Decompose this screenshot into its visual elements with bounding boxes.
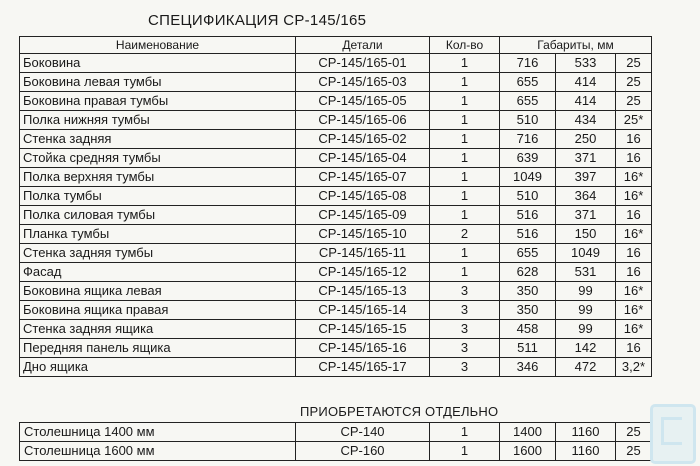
- qty-cell: 3: [430, 282, 500, 301]
- table-row: [20, 263, 652, 282]
- width-cell: 434: [556, 111, 616, 130]
- part-cell: СР-145/165-01: [296, 54, 430, 73]
- table-row: [20, 339, 652, 358]
- width-cell: 1049: [556, 244, 616, 263]
- width-cell: 250: [556, 130, 616, 149]
- table-row: [20, 442, 652, 461]
- table-row: [20, 301, 652, 320]
- thickness-cell: 25: [616, 442, 652, 461]
- length-cell: 716: [500, 130, 556, 149]
- qty-cell: 3: [430, 320, 500, 339]
- name-cell: Передняя панель ящика: [20, 339, 296, 358]
- part-cell: СР-145/165-13: [296, 282, 430, 301]
- length-cell: 516: [500, 206, 556, 225]
- part-cell: СР-145/165-06: [296, 111, 430, 130]
- qty-cell: 1: [430, 73, 500, 92]
- qty-cell: 1: [430, 423, 500, 442]
- name-cell: Стенка задняя ящика: [20, 320, 296, 339]
- length-cell: 639: [500, 149, 556, 168]
- qty-cell: 3: [430, 301, 500, 320]
- name-cell: Полка нижняя тумбы: [20, 111, 296, 130]
- part-cell: СР-145/165-16: [296, 339, 430, 358]
- length-cell: 510: [500, 187, 556, 206]
- length-cell: 350: [500, 282, 556, 301]
- name-cell: Столешница 1400 мм: [20, 423, 296, 442]
- thickness-cell: 16*: [616, 282, 652, 301]
- qty-cell: 3: [430, 358, 500, 377]
- table-row: [20, 149, 652, 168]
- part-cell: СР-145/165-03: [296, 73, 430, 92]
- thickness-cell: 25*: [616, 111, 652, 130]
- specification-body: [20, 54, 652, 377]
- part-cell: СР-145/165-05: [296, 92, 430, 111]
- header-dims: Габариты, мм: [500, 37, 652, 54]
- table-row: [20, 358, 652, 377]
- width-cell: 99: [556, 301, 616, 320]
- table-row: [20, 206, 652, 225]
- length-cell: 1400: [500, 423, 556, 442]
- specification-table: [19, 36, 652, 377]
- table-row: [20, 111, 652, 130]
- qty-cell: 1: [430, 149, 500, 168]
- page-title: СПЕЦИФИКАЦИЯ СР-145/165: [148, 12, 367, 29]
- thickness-cell: 25: [616, 92, 652, 111]
- extra-table: [19, 422, 652, 461]
- qty-cell: 1: [430, 442, 500, 461]
- width-cell: 472: [556, 358, 616, 377]
- thickness-cell: 16: [616, 130, 652, 149]
- name-cell: Боковина ящика левая: [20, 282, 296, 301]
- name-cell: Стойка средняя тумбы: [20, 149, 296, 168]
- name-cell: Боковина левая тумбы: [20, 73, 296, 92]
- thickness-cell: 25: [616, 423, 652, 442]
- table-row: [20, 187, 652, 206]
- width-cell: 414: [556, 73, 616, 92]
- length-cell: 516: [500, 225, 556, 244]
- length-cell: 350: [500, 301, 556, 320]
- qty-cell: 1: [430, 168, 500, 187]
- name-cell: Дно ящика: [20, 358, 296, 377]
- width-cell: 531: [556, 263, 616, 282]
- table-row: [20, 282, 652, 301]
- length-cell: 655: [500, 73, 556, 92]
- table-row: [20, 320, 652, 339]
- qty-cell: 1: [430, 187, 500, 206]
- part-cell: СР-145/165-15: [296, 320, 430, 339]
- qty-cell: 3: [430, 339, 500, 358]
- part-cell: СР-145/165-17: [296, 358, 430, 377]
- width-cell: 414: [556, 92, 616, 111]
- thickness-cell: 16: [616, 263, 652, 282]
- qty-cell: 1: [430, 111, 500, 130]
- table-row: [20, 168, 652, 187]
- qty-cell: 2: [430, 225, 500, 244]
- table-row: [20, 54, 652, 73]
- part-cell: СР-145/165-07: [296, 168, 430, 187]
- thickness-cell: 16: [616, 244, 652, 263]
- name-cell: Полка тумбы: [20, 187, 296, 206]
- thickness-cell: 16: [616, 149, 652, 168]
- thickness-cell: 25: [616, 54, 652, 73]
- part-cell: СР-145/165-10: [296, 225, 430, 244]
- table-header-row: [20, 37, 652, 54]
- thickness-cell: 25: [616, 73, 652, 92]
- length-cell: 716: [500, 54, 556, 73]
- name-cell: Стенка задняя: [20, 130, 296, 149]
- part-cell: СР-145/165-09: [296, 206, 430, 225]
- part-cell: СР-145/165-12: [296, 263, 430, 282]
- header-name: Наименование: [20, 37, 296, 54]
- name-cell: Боковина правая тумбы: [20, 92, 296, 111]
- width-cell: 99: [556, 320, 616, 339]
- thickness-cell: 16*: [616, 187, 652, 206]
- width-cell: 397: [556, 168, 616, 187]
- width-cell: 364: [556, 187, 616, 206]
- part-cell: СР-145/165-02: [296, 130, 430, 149]
- thickness-cell: 16: [616, 339, 652, 358]
- part-cell: СР-145/165-04: [296, 149, 430, 168]
- part-cell: СР-140: [296, 423, 430, 442]
- table-row: [20, 130, 652, 149]
- width-cell: 1160: [556, 423, 616, 442]
- length-cell: 655: [500, 92, 556, 111]
- name-cell: Полка верхняя тумбы: [20, 168, 296, 187]
- thickness-cell: 16*: [616, 320, 652, 339]
- name-cell: Полка силовая тумбы: [20, 206, 296, 225]
- part-cell: СР-160: [296, 442, 430, 461]
- qty-cell: 1: [430, 244, 500, 263]
- name-cell: Фасад: [20, 263, 296, 282]
- table-row: [20, 73, 652, 92]
- thickness-cell: 3,2*: [616, 358, 652, 377]
- width-cell: 1160: [556, 442, 616, 461]
- length-cell: 1049: [500, 168, 556, 187]
- watermark-logo: [650, 404, 696, 464]
- name-cell: Столешница 1600 мм: [20, 442, 296, 461]
- qty-cell: 1: [430, 263, 500, 282]
- width-cell: 150: [556, 225, 616, 244]
- table-row: [20, 244, 652, 263]
- qty-cell: 1: [430, 130, 500, 149]
- table-row: [20, 423, 652, 442]
- length-cell: 511: [500, 339, 556, 358]
- qty-cell: 1: [430, 206, 500, 225]
- extra-body: [20, 423, 652, 461]
- qty-cell: 1: [430, 92, 500, 111]
- thickness-cell: 16*: [616, 225, 652, 244]
- part-cell: СР-145/165-14: [296, 301, 430, 320]
- length-cell: 1600: [500, 442, 556, 461]
- thickness-cell: 16: [616, 206, 652, 225]
- length-cell: 346: [500, 358, 556, 377]
- width-cell: 371: [556, 149, 616, 168]
- width-cell: 533: [556, 54, 616, 73]
- width-cell: 142: [556, 339, 616, 358]
- width-cell: 99: [556, 282, 616, 301]
- table-row: [20, 225, 652, 244]
- name-cell: Планка тумбы: [20, 225, 296, 244]
- name-cell: Стенка задняя тумбы: [20, 244, 296, 263]
- width-cell: 371: [556, 206, 616, 225]
- name-cell: Боковина ящика правая: [20, 301, 296, 320]
- thickness-cell: 16*: [616, 301, 652, 320]
- length-cell: 458: [500, 320, 556, 339]
- header-qty: Кол-во: [430, 37, 500, 54]
- extra-title: ПРИОБРЕТАЮТСЯ ОТДЕЛЬНО: [300, 404, 499, 419]
- header-part: Детали: [296, 37, 430, 54]
- part-cell: СР-145/165-11: [296, 244, 430, 263]
- length-cell: 628: [500, 263, 556, 282]
- name-cell: Боковина: [20, 54, 296, 73]
- qty-cell: 1: [430, 54, 500, 73]
- thickness-cell: 16*: [616, 168, 652, 187]
- part-cell: СР-145/165-08: [296, 187, 430, 206]
- length-cell: 655: [500, 244, 556, 263]
- table-row: [20, 92, 652, 111]
- length-cell: 510: [500, 111, 556, 130]
